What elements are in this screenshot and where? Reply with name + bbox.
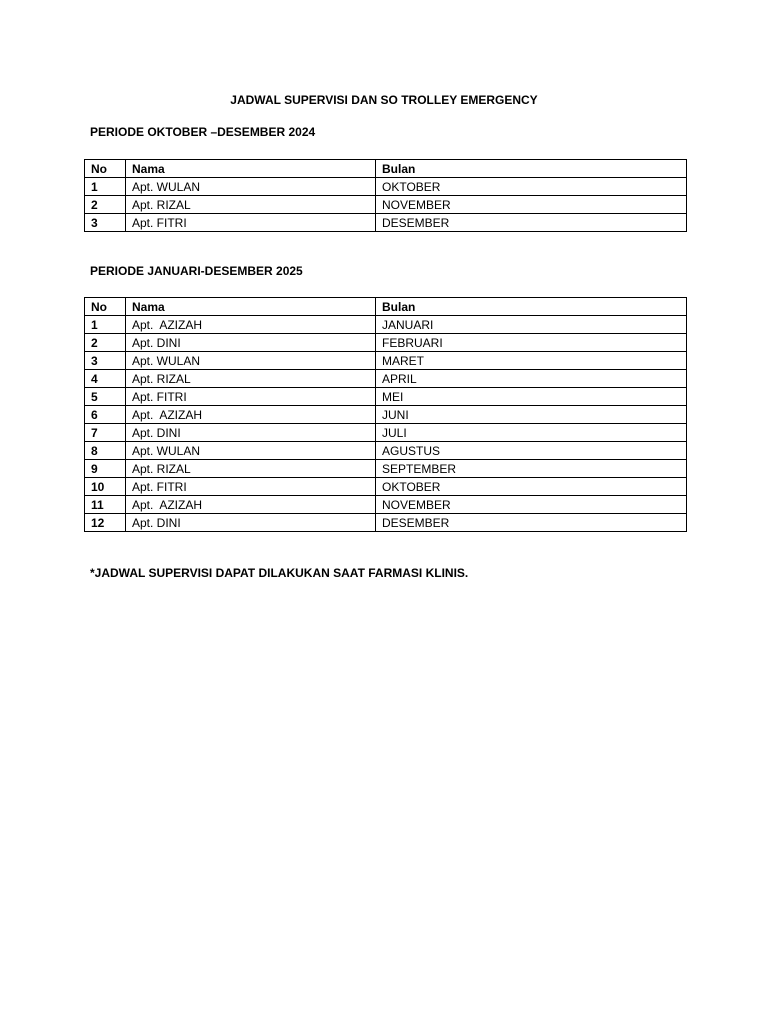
cell-no: 2 <box>85 334 126 352</box>
cell-nama: Apt. WULAN <box>126 178 376 196</box>
cell-no: 3 <box>85 352 126 370</box>
cell-bulan: MEI <box>376 388 687 406</box>
cell-no: 8 <box>85 442 126 460</box>
cell-no: 11 <box>85 496 126 514</box>
cell-no: 2 <box>85 196 126 214</box>
cell-nama: Apt. RIZAL <box>126 460 376 478</box>
table-row <box>85 496 687 514</box>
cell-bulan: FEBRUARI <box>376 334 687 352</box>
cell-bulan: DESEMBER <box>376 514 687 532</box>
table-row <box>85 442 687 460</box>
table-row <box>85 406 687 424</box>
cell-no: 10 <box>85 478 126 496</box>
table-row <box>85 514 687 532</box>
header-no: No <box>85 160 126 178</box>
cell-no: 1 <box>85 316 126 334</box>
table-header-row <box>85 298 687 316</box>
cell-nama: Apt. AZIZAH <box>126 316 376 334</box>
table-row <box>85 334 687 352</box>
cell-nama: Apt. RIZAL <box>126 196 376 214</box>
schedule-table-2024 <box>84 159 687 232</box>
footnote: *JADWAL SUPERVISI DAPAT DILAKUKAN SAAT FARMASI KLINIS. <box>90 566 469 580</box>
table-row <box>85 316 687 334</box>
cell-bulan: OKTOBER <box>376 478 687 496</box>
cell-nama: Apt. RIZAL <box>126 370 376 388</box>
period-heading-2024: PERIODE OKTOBER –DESEMBER 2024 <box>90 125 316 139</box>
header-bulan: Bulan <box>376 160 687 178</box>
document-title: JADWAL SUPERVISI DAN SO TROLLEY EMERGENCY <box>230 93 538 107</box>
header-nama: Nama <box>126 298 376 316</box>
cell-no: 1 <box>85 178 126 196</box>
table-row <box>85 214 687 232</box>
cell-bulan: NOVEMBER <box>376 196 687 214</box>
cell-nama: Apt. WULAN <box>126 352 376 370</box>
table-row <box>85 178 687 196</box>
cell-nama: Apt. FITRI <box>126 478 376 496</box>
cell-bulan: DESEMBER <box>376 214 687 232</box>
cell-bulan: OKTOBER <box>376 178 687 196</box>
cell-bulan: MARET <box>376 352 687 370</box>
cell-bulan: JULI <box>376 424 687 442</box>
cell-bulan: JUNI <box>376 406 687 424</box>
schedule-table-2025 <box>84 297 687 532</box>
table-row <box>85 196 687 214</box>
table-row <box>85 424 687 442</box>
cell-nama: Apt. AZIZAH <box>126 496 376 514</box>
table-header-row <box>85 160 687 178</box>
cell-no: 6 <box>85 406 126 424</box>
cell-no: 5 <box>85 388 126 406</box>
cell-bulan: APRIL <box>376 370 687 388</box>
cell-nama: Apt. DINI <box>126 334 376 352</box>
table-row <box>85 370 687 388</box>
header-nama: Nama <box>126 160 376 178</box>
table-row <box>85 388 687 406</box>
header-no: No <box>85 298 126 316</box>
cell-no: 4 <box>85 370 126 388</box>
table-row <box>85 460 687 478</box>
cell-nama: Apt. AZIZAH <box>126 406 376 424</box>
header-bulan: Bulan <box>376 298 687 316</box>
cell-no: 12 <box>85 514 126 532</box>
cell-nama: Apt. DINI <box>126 514 376 532</box>
cell-nama: Apt. WULAN <box>126 442 376 460</box>
cell-no: 7 <box>85 424 126 442</box>
cell-no: 3 <box>85 214 126 232</box>
table-row <box>85 352 687 370</box>
cell-nama: Apt. FITRI <box>126 388 376 406</box>
cell-bulan: AGUSTUS <box>376 442 687 460</box>
cell-nama: Apt. DINI <box>126 424 376 442</box>
period-heading-2025: PERIODE JANUARI-DESEMBER 2025 <box>90 264 303 278</box>
cell-no: 9 <box>85 460 126 478</box>
cell-bulan: NOVEMBER <box>376 496 687 514</box>
table-row <box>85 478 687 496</box>
cell-bulan: SEPTEMBER <box>376 460 687 478</box>
cell-nama: Apt. FITRI <box>126 214 376 232</box>
cell-bulan: JANUARI <box>376 316 687 334</box>
